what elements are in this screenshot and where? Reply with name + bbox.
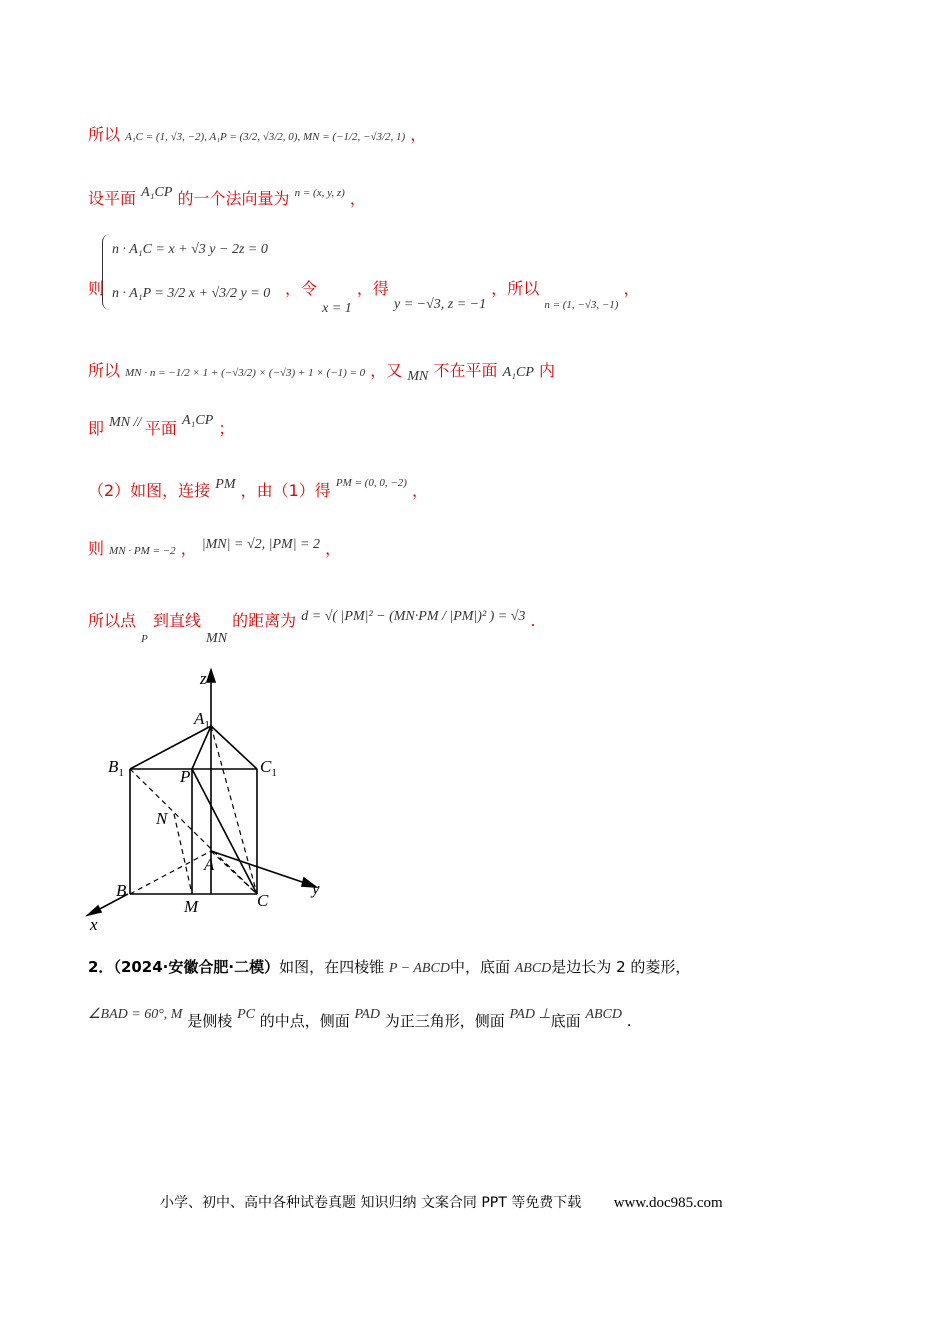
normal-vector: n = (x, y, z) [294, 187, 345, 199]
footer [160, 1192, 723, 1212]
mn: MN [407, 369, 429, 384]
text: 不在平面 [433, 361, 498, 380]
text: . [530, 611, 536, 630]
text: 即 [88, 419, 105, 438]
pm-vector: PM = (0, 0, −2) [335, 477, 407, 489]
label-b1: $B_1$ [108, 757, 124, 779]
line-2 [88, 186, 366, 209]
text: 平面 [144, 419, 177, 438]
line-8 [88, 608, 536, 646]
n-vector: n = (1, −√3, −1) [544, 299, 619, 311]
distance-formula: d = √( |PM|² − (MN·PM / |PM|)² ) = √3 [301, 609, 526, 624]
line-1 [88, 122, 426, 145]
base: ABCD [514, 961, 552, 976]
text: ； [218, 419, 235, 438]
text: 如图，在四棱锥 [279, 958, 385, 976]
text: ，由（1）得 [240, 481, 331, 500]
z-arrow-icon [207, 670, 215, 682]
text: 设平面 [88, 189, 137, 208]
base2: ABCD [585, 1007, 622, 1022]
label-y: y [312, 879, 320, 898]
point-p: P [141, 633, 148, 645]
label-a: A [204, 855, 215, 874]
text: 中，底面 [449, 958, 510, 976]
equation-2 [112, 282, 270, 302]
text: 为正三角形，侧面 [384, 1012, 505, 1030]
footer-text: 小学、初中、高中各种试卷真题 知识归纳 文案合同 PPT 等免费下载 [160, 1195, 582, 1211]
text: ，令 [285, 279, 318, 298]
text: 到直线 [152, 611, 201, 630]
text: 内 [539, 361, 556, 380]
text: ， [623, 279, 640, 298]
norms: |MN| = √2, |PM| = 2 [201, 537, 320, 552]
text: 则 [88, 279, 105, 298]
mn-parallel: MN // [109, 415, 145, 430]
text: 的距离为 [232, 611, 297, 630]
angle: ∠BAD = 60°, M [88, 1007, 183, 1022]
text: 是侧棱 [187, 1012, 233, 1030]
line-mn: MN [206, 631, 228, 646]
geometry-figure [80, 664, 350, 934]
line-3 [88, 276, 104, 299]
plane-name: A₁CP [502, 365, 534, 380]
line-7 [88, 536, 341, 559]
text: . [626, 1012, 632, 1030]
text: ， [325, 539, 342, 558]
text: 的中点，侧面 [259, 1012, 350, 1030]
text: ， [412, 481, 429, 500]
perp: PAD ⊥ [509, 1007, 551, 1022]
y-axis [211, 851, 308, 884]
equation-1 [112, 238, 268, 258]
footer-url[interactable]: www.doc985.com [613, 1195, 723, 1211]
text: ，得 [356, 279, 389, 298]
label-m: M [184, 897, 199, 916]
line-4 [88, 358, 556, 384]
problem-2-line-1 [88, 956, 690, 977]
label-n: N [156, 809, 168, 828]
label-b: B [116, 881, 127, 900]
eq1: n · A₁C = x + √3 y − 2z = 0 [112, 242, 268, 257]
text: ， [349, 189, 366, 208]
text: 所以点 [88, 611, 137, 630]
text: 所以 [88, 125, 121, 144]
x-value: x = 1 [322, 301, 352, 316]
problem-2-line-2 [88, 1007, 632, 1031]
edge-pc: PC [237, 1007, 255, 1022]
text: （2）如图，连接 [88, 481, 211, 500]
label-z: z [200, 669, 207, 688]
problem-number: 2． [88, 958, 114, 976]
text: 则 [88, 539, 105, 558]
problem-source: （2024·安徽合肥·二模） [113, 958, 280, 976]
vectors-formula: A₁C = (1, √3, −2), A₁P = (3/2, √3/2, 0), MN = (−1/2, −√3/2, 1) [125, 131, 406, 143]
text: 的一个法向量为 [177, 189, 290, 208]
x-arrow-icon [88, 906, 101, 915]
plane-name: A₁CP [141, 185, 173, 200]
text: 是边长为 2 的菱形， [551, 958, 691, 976]
text: ， [180, 539, 197, 558]
text: 所以 [88, 361, 121, 380]
dot-mn-pm: MN · PM = −2 [109, 545, 176, 557]
plane-name: A₁CP [182, 413, 214, 428]
text: ，所以 [491, 279, 540, 298]
line-6 [88, 478, 428, 501]
face-pad: PAD [354, 1007, 380, 1022]
pm: PM [215, 477, 236, 492]
text: ， [410, 125, 427, 144]
label-x: x [90, 915, 98, 934]
pyramid: P − ABCD [388, 961, 450, 976]
label-c1: $C_1$ [260, 757, 277, 779]
text: ，又 [370, 361, 403, 380]
line-3-rest [285, 276, 640, 316]
label-c: C [257, 891, 269, 910]
yz-values: y = −√3, z = −1 [393, 297, 487, 312]
dot-product: MN · n = −1/2 × 1 + (−√3/2) × (−√3) + 1 × (−1) = 0 [125, 367, 366, 379]
label-a1: $A_1$ [194, 709, 210, 731]
eq2: n · A₁P = 3/2 x + √3/2 y = 0 [112, 286, 271, 301]
line-5 [88, 413, 235, 439]
text: 底面 [550, 1012, 581, 1030]
label-p: P [180, 767, 191, 786]
